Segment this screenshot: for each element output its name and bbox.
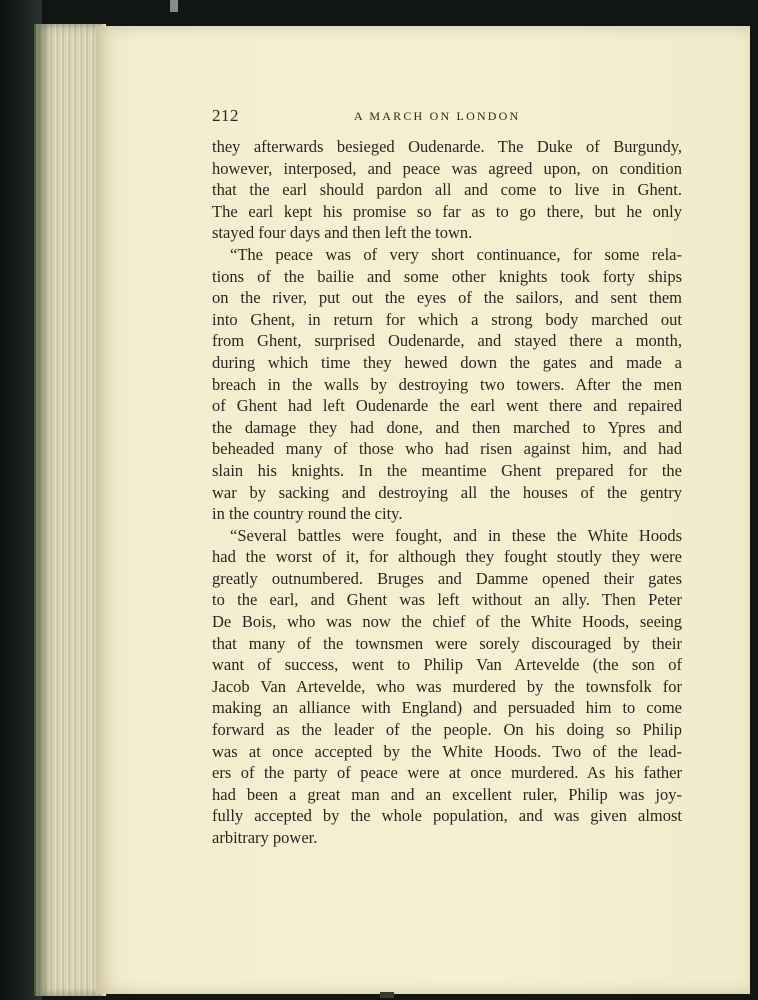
text-line: want of success, went to Philip Van Artevelde (the son of	[212, 655, 682, 675]
text-line: in the country round the city.	[212, 504, 403, 524]
text-line: the damage they had done, and then marched to Ypres and	[212, 417, 682, 437]
text-line: “The peace was of very short continuance, for some rela-	[230, 244, 682, 264]
text-line: that the earl should pardon all and come to live in Ghent.	[212, 180, 682, 200]
text-line: De Bois, who was now the chief of the White Hoods, seeing	[212, 612, 682, 632]
text-line: they afterwards besieged Oudenarde. The Duke of Burgundy,	[212, 137, 682, 156]
text-line: into Ghent, in return for which a strong body marched out	[212, 309, 682, 329]
text-line: stayed four days and then left the town.	[212, 223, 473, 243]
text-line: from Ghent, surprised Oudenarde, and stayed there a month,	[212, 331, 682, 351]
text-line: arbitrary power.	[212, 828, 318, 847]
text-line: greatly outnumbered. Bruges and Damme opened their gates	[212, 568, 682, 588]
text-line: breach in the walls by destroying two towers. After the men	[212, 374, 682, 394]
page-number: 212	[212, 106, 239, 125]
text-line: to the earl, and Ghent was left without an ally. Then Peter	[212, 590, 682, 610]
text-line: that many of the townsmen were sorely discouraged by their	[212, 633, 682, 653]
text-line: of Ghent had left Oudenarde the earl went there and repaired	[212, 396, 682, 416]
text-line: slain his knights. In the meantime Ghent prepared for the	[212, 460, 682, 480]
text-line: ers of the party of peace were at once murdered. As his father	[212, 763, 682, 783]
bottom-clip-mark	[380, 992, 394, 998]
text-line: war by sacking and destroying all the houses of the gentry	[212, 482, 682, 502]
page-header	[212, 106, 682, 130]
text-line: had been a great man and an excellent ruler, Philip was joy-	[212, 784, 682, 804]
body-text	[212, 136, 682, 849]
text-line: on the river, put out the eyes of the sailors, and sent them	[212, 288, 682, 308]
text-line: “Several battles were fought, and in these the White Hoods	[230, 525, 682, 545]
text-line: however, interposed, and peace was agreed upon, on condition	[212, 158, 682, 178]
text-line: making an alliance with England) and persuaded him to come	[212, 698, 682, 718]
text-line: tions of the bailie and some other knights took forty ships	[212, 266, 682, 286]
text-line: was at once accepted by the White Hoods. Two of the lead-	[212, 741, 682, 761]
text-line: during which time they hewed down the gates and made a	[212, 352, 682, 372]
text-line: beheaded many of those who had risen against him, and had	[212, 439, 682, 459]
top-clip-mark	[170, 0, 178, 12]
text-line: fully accepted by the whole population, and was given almost	[212, 806, 682, 826]
text-line: Jacob Van Artevelde, who was murdered by the townsfolk for	[212, 676, 682, 696]
text-line: had the worst of it, for although they fought stoutly they were	[212, 547, 682, 567]
running-title: A MARCH ON LONDON	[354, 109, 521, 123]
text-line: The earl kept his promise so far as to go there, but he only	[212, 201, 682, 221]
text-line: forward as the leader of the people. On his doing so Philip	[212, 720, 682, 740]
